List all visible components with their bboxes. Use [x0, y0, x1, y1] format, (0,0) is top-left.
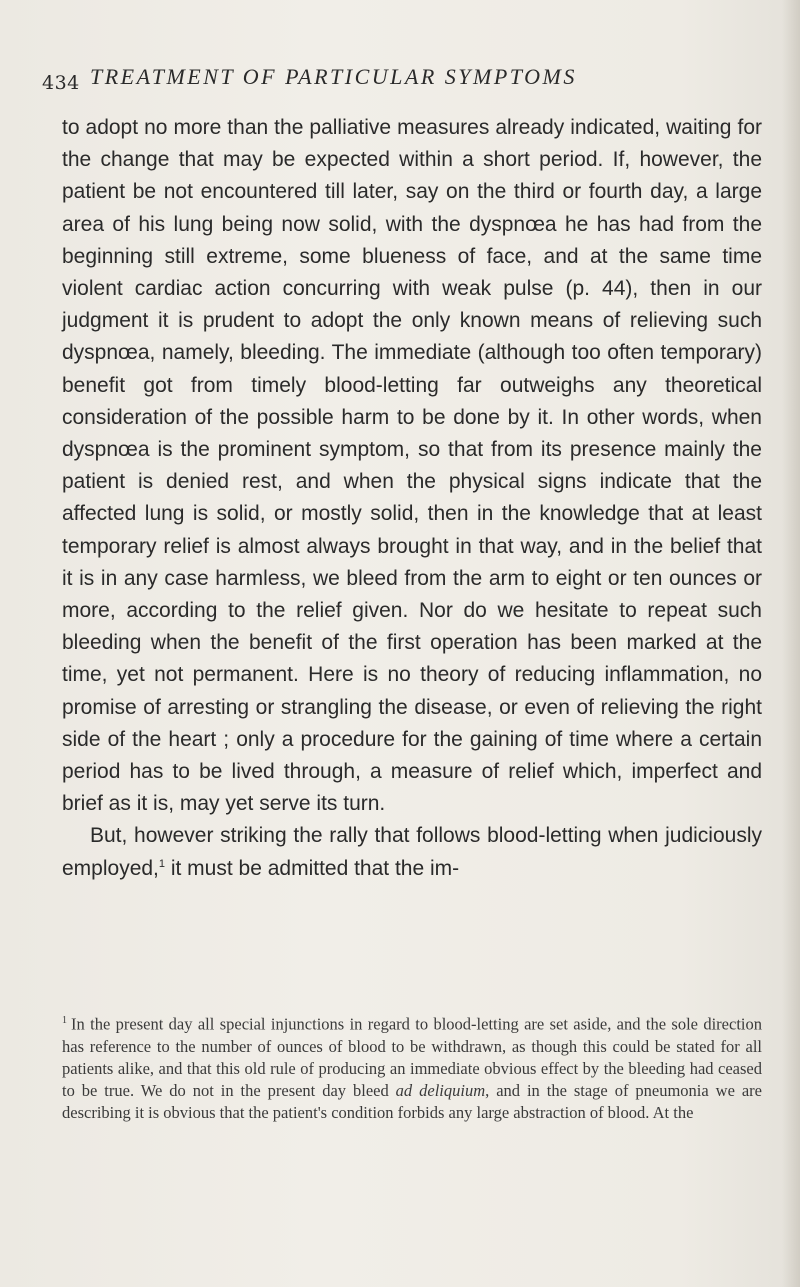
- paragraph-2: [62, 820, 762, 884]
- footnote-mark: 1: [62, 1015, 67, 1026]
- footnote-italic: ad deliquium: [395, 1080, 486, 1100]
- paragraph-1: to adopt no more than the palliative measures already indicated, waiting for the change that may be expected within a short period. If, however, the patient be not encountered till later, say on the third or fourth day, a large area of his lung being now solid, with the dyspnœa he has had from the beginning still extreme, some blueness of face, and at the same time violent cardiac action concurring with weak pulse (p. 44), then in our judgment it is prudent to adopt the only known means of relieving such dyspnœa, namely, bleeding. The immediate (although too often temporary) benefit got from timely blood-letting far outweighs any theoretical consideration of the possible harm to be done by it. In other words, when dyspnœa is the prominent symptom, so that from its presence mainly the patient is denied rest, and when the physical signs indicate that the affected lung is solid, or mostly solid, then in the knowledge that at least temporary relief is almost always brought in that way, and in the belief that it is in any case harmless, we bleed from the arm to eight or ten ounces or more, according to the relief given. Nor do we hesitate to repeat such bleeding when the benefit of the first operation has been marked at the time, yet not permanent. Here is no theory of reducing inflammation, no promise of arresting or strangling the disease, or even of relieving the right side of the heart ; only a procedure for the gaining of time where a certain period has to be lived through, a measure of relief which, imperfect and brief as it is, may yet serve its turn.: [62, 116, 762, 816]
- page-number: 434: [42, 72, 80, 94]
- running-head: TREATMENT OF PARTICULAR SYMPTOMS: [90, 64, 577, 89]
- footnote-text-2: , and in the stage of pneumonia we are describing it is obvious that the patient's condition forbids any large abstraction of blood. At the: [62, 1080, 762, 1122]
- page-edge-shadow: [782, 0, 800, 1287]
- body-text: [62, 112, 762, 885]
- paragraph-2-tail: it must be admitted that the im-: [165, 856, 460, 880]
- footnote: [62, 1010, 762, 1124]
- footnote-reference: 1: [158, 857, 166, 870]
- paragraph-2-text: But, however striking the rally that follows blood-letting when judiciously employed,: [62, 824, 762, 880]
- footnote-text-1: In the present day all special injunctions in regard to blood-letting are set aside, and the sole direction has reference to the number of ounces of blood to be withdrawn, as though this could be stated for all patients alike, and that this old rule of producing an immediate obvious effect by the bleeding had ceased to be true. We do not in the present day bleed: [62, 1014, 762, 1100]
